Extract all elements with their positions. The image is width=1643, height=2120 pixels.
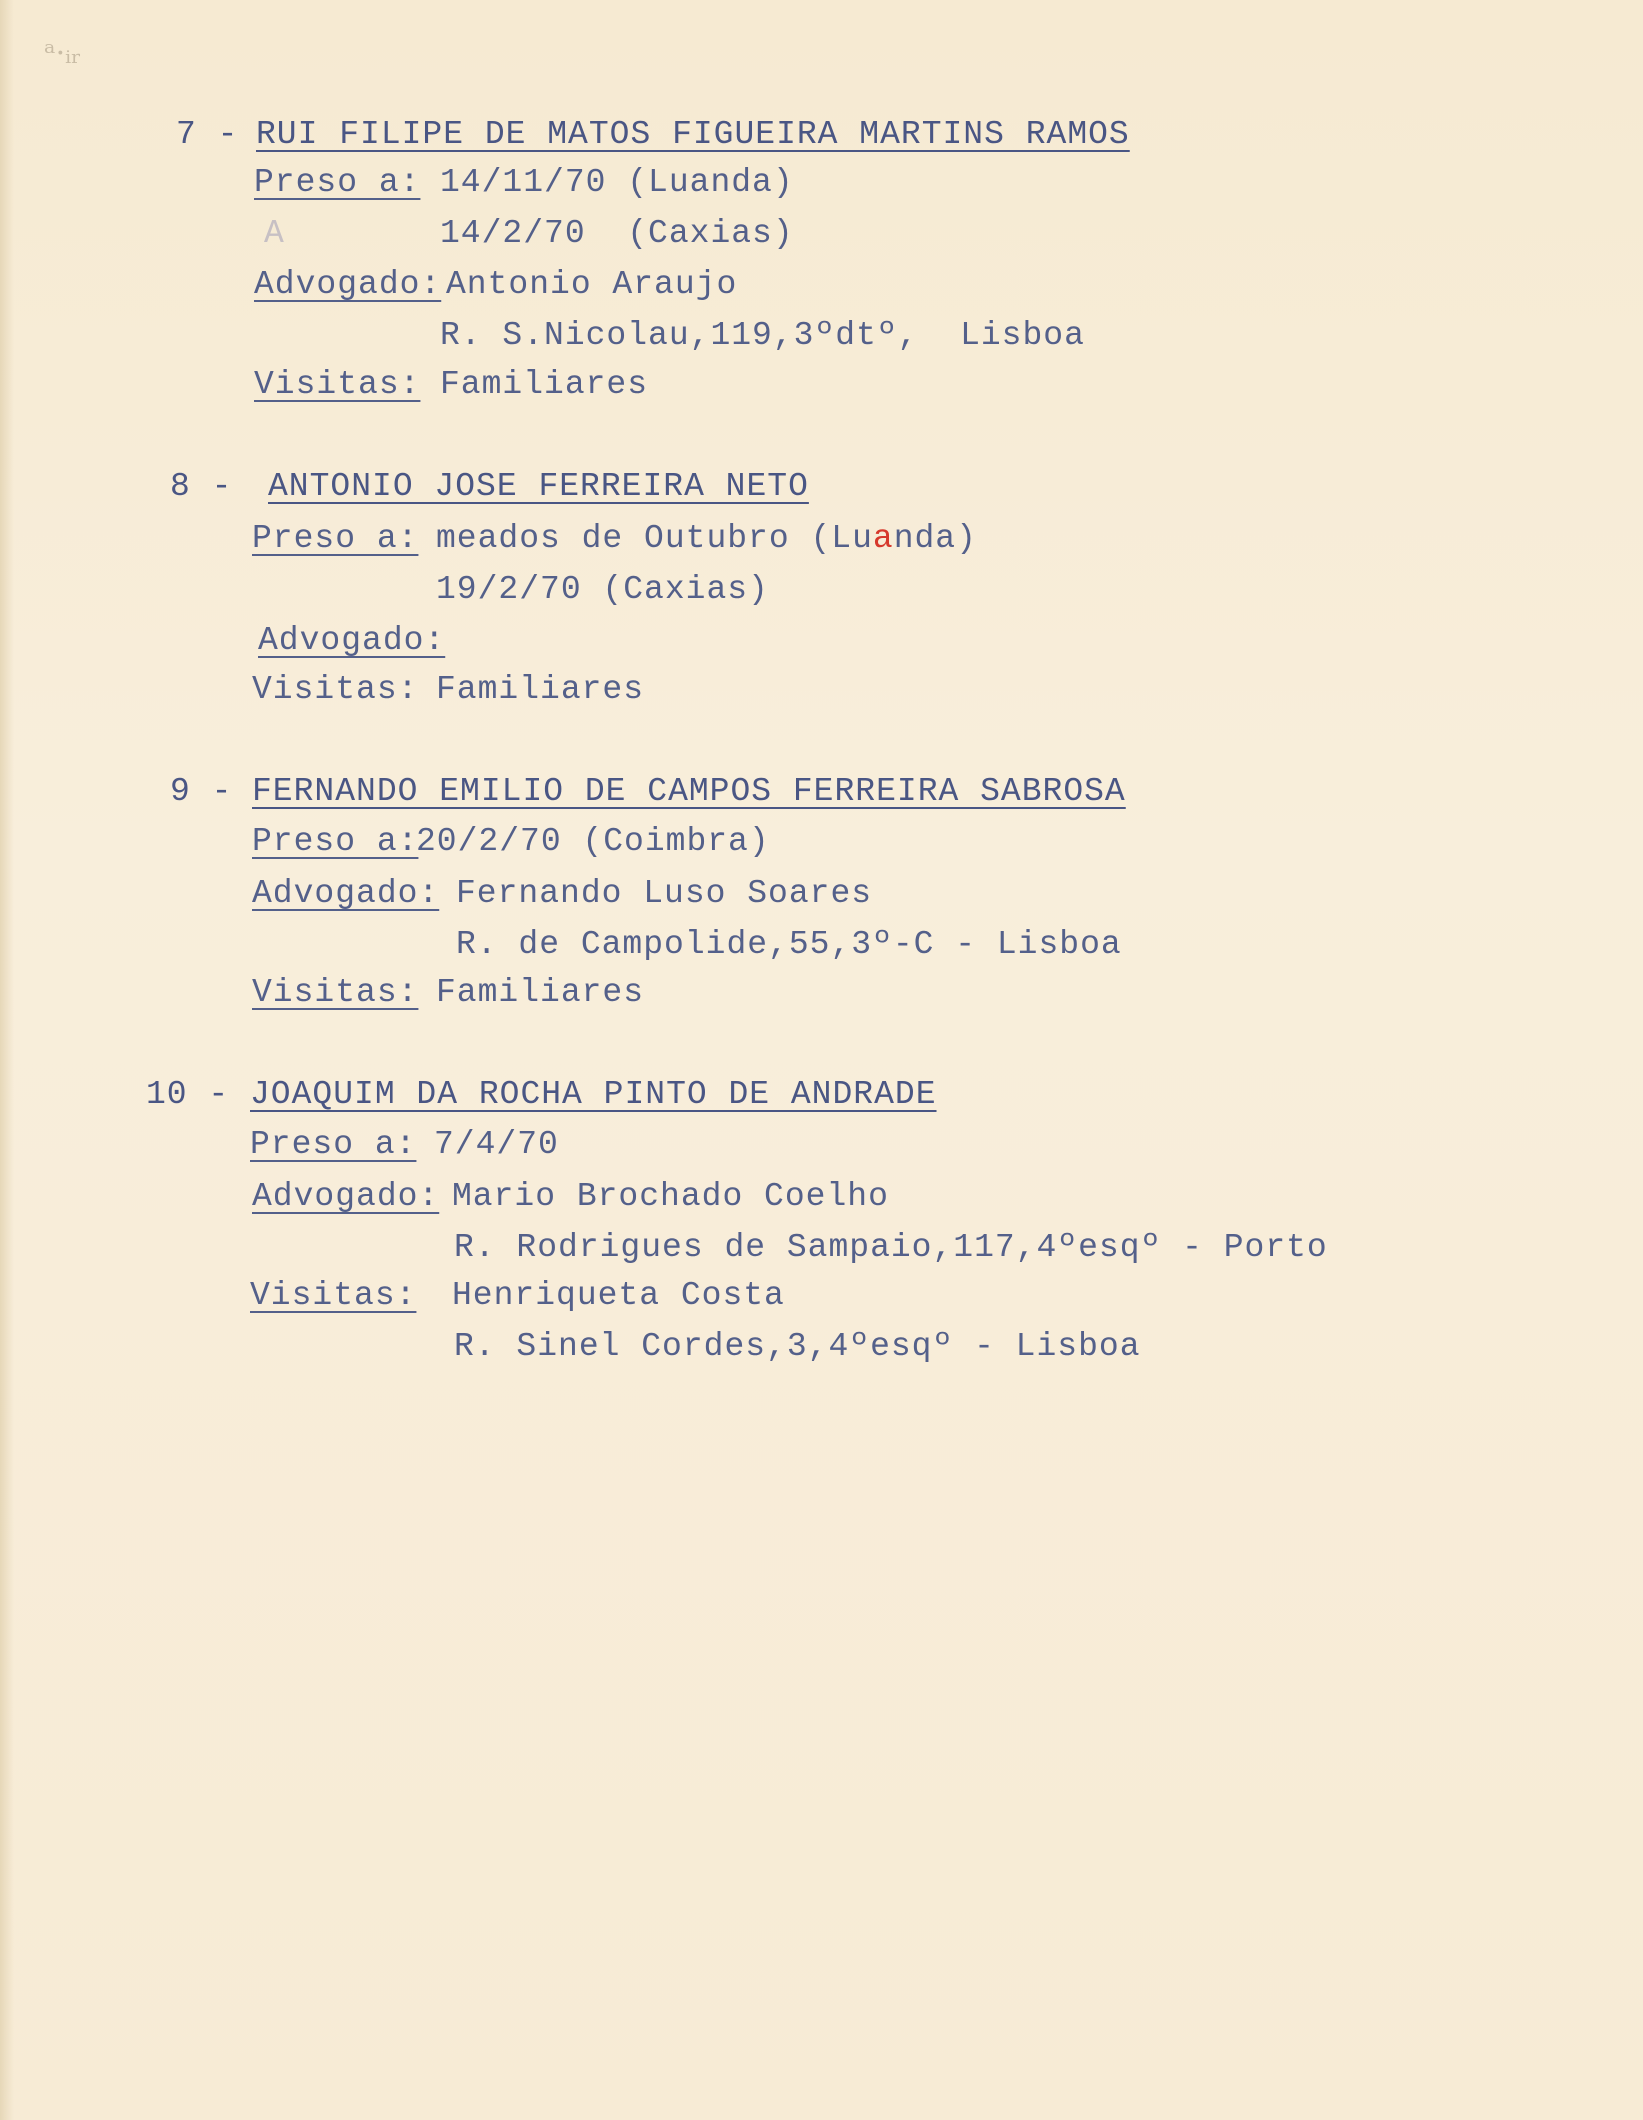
preso-value: 19/2/70 (Caxias) [436,571,769,608]
page-mark: ᵃ·ᵢᵣ [44,36,82,71]
preso-value: 14/2/70 (Caxias) [440,215,794,252]
advogado-label: Advogado: [252,875,440,912]
entry-number: 7 - [176,116,239,153]
advogado-label: Advogado: [258,622,446,659]
advogado-name: Fernando Luso Soares [456,875,873,912]
page-edge-shadow [0,0,14,2120]
visitas-value: Familiares [436,671,645,708]
advogado-address: R. de Campolide,55,3º-C - Lisboa [456,926,1122,963]
preso-value: 14/11/70 (Luanda) [440,164,794,201]
visitas-address: R. Sinel Cordes,3,4ºesqº - Lisboa [454,1328,1141,1365]
entry-name: RUI FILIPE DE MATOS FIGUEIRA MARTINS RAMOS [256,116,1130,153]
preso-label: Preso a: [254,164,421,201]
visitas-label: Visitas: [250,1277,417,1314]
advogado-label: Advogado: [252,1178,440,1215]
preso-label: Preso a: [252,520,419,557]
advogado-label: Advogado: [254,266,442,303]
preso-label: Preso a: [250,1126,417,1163]
preso-label: Preso a: [252,823,419,860]
advogado-name: Mario Brochado Coelho [452,1178,889,1215]
visitas-label: Visitas: [252,671,419,708]
preso-value: 7/4/70 [434,1126,559,1163]
preso-value: 20/2/70 (Coimbra) [416,823,770,860]
entry-name: JOAQUIM DA ROCHA PINTO DE ANDRADE [250,1076,937,1113]
visitas-value: Familiares [440,366,649,403]
preso-marker: A [264,215,285,252]
advogado-address: R. S.Nicolau,119,3ºdtº, Lisboa [440,317,1085,354]
visitas-label: Visitas: [254,366,421,403]
visitas-value: Familiares [436,974,645,1011]
visitas-value: Henriqueta Costa [452,1277,785,1314]
advogado-name: Antonio Araujo [446,266,738,303]
entry-name: FERNANDO EMILIO DE CAMPOS FERREIRA SABROSA [252,773,1126,810]
entry-name: ANTONIO JOSE FERREIRA NETO [268,468,809,505]
entry-number: 10 - [146,1076,230,1113]
visitas-label: Visitas: [252,974,419,1011]
advogado-address: R. Rodrigues de Sampaio,117,4ºesqº - Porto [454,1229,1328,1266]
entry-number: 8 - [170,468,233,505]
entry-number: 9 - [170,773,233,810]
preso-value: meados de Outubro (Luanda) [436,520,977,557]
red-correction: a [872,520,894,557]
